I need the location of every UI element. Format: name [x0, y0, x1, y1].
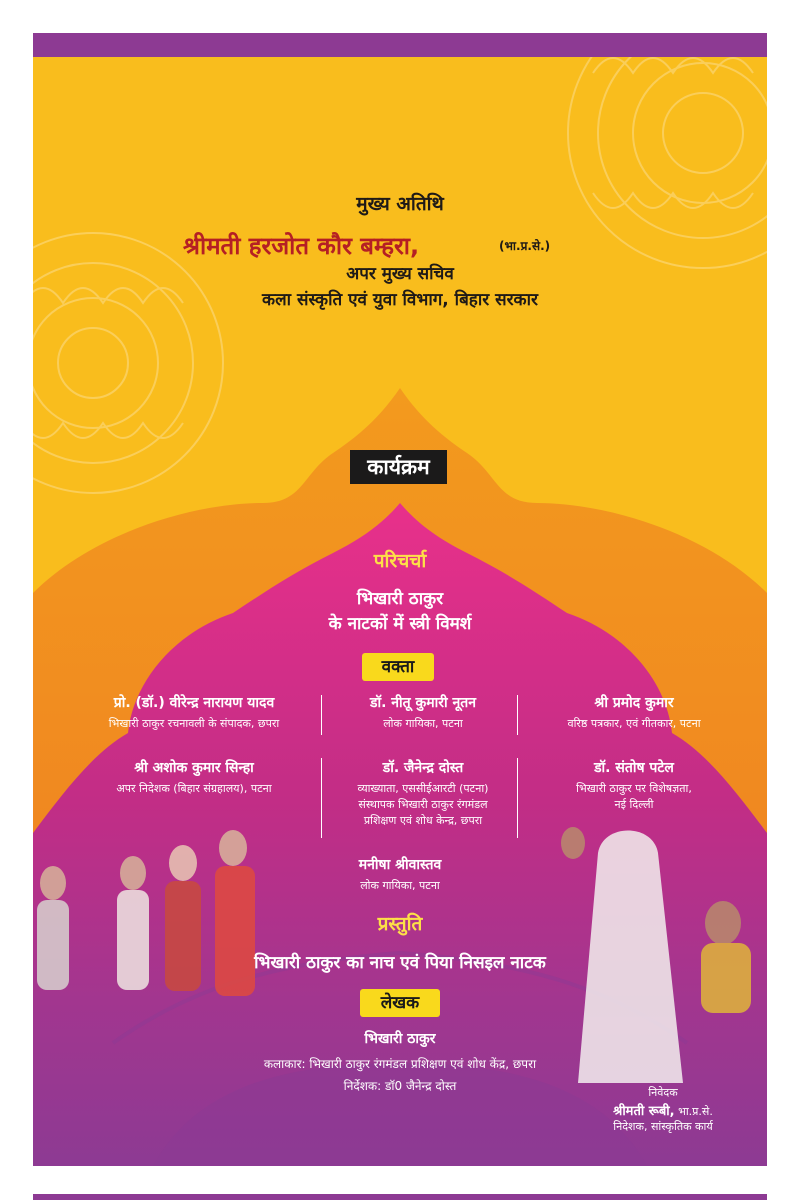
speaker-divider	[517, 758, 518, 838]
speaker-role: व्याख्याता, एससीईआरटी (पटना)	[357, 782, 489, 795]
presentation-heading: प्रस्तुति	[377, 913, 423, 935]
writer-artists: कलाकार: भिखारी ठाकुर रंगमंडल प्रशिक्षण एवं शोध केंद्र, छपरा	[263, 1057, 537, 1071]
discussion-topic-line1: भिखारी ठाकुर	[356, 589, 444, 609]
speaker-role: प्रशिक्षण एवं शोध केन्द्र, छपरा	[363, 814, 483, 827]
speaker-divider	[321, 695, 322, 735]
top-band	[33, 33, 767, 57]
speaker-card	[73, 758, 315, 797]
speaker-name: प्रो. (डॉ.) वीरेन्द्र नारायण यादव	[113, 695, 275, 711]
chief-guest-department: कला संस्कृति एवं युवा विभाग, बिहार सरकार	[262, 290, 538, 310]
program-badge: कार्यक्रम	[350, 450, 447, 484]
requester-post: निदेशक, सांस्कृतिक कार्य	[613, 1120, 713, 1133]
speaker-role: भिखारी ठाकुर पर विशेषज्ञता,	[576, 782, 692, 795]
speaker-name: डॉ. जैनेन्द्र दोस्त	[382, 760, 464, 776]
speaker-card	[529, 693, 739, 732]
presentation-title: भिखारी ठाकुर का नाच एवं पिया निसइल नाटक	[254, 953, 546, 973]
speaker-role: नई दिल्ली	[614, 798, 654, 811]
invitation-poster	[33, 33, 767, 1166]
speaker-divider	[321, 758, 322, 838]
speaker-name: डॉ. संतोष पटेल	[594, 760, 674, 776]
speaker-name: श्री प्रमोद कुमार	[594, 695, 674, 711]
speaker-card	[529, 758, 739, 813]
writer-name: भिखारी ठाकुर	[364, 1031, 436, 1047]
speakers-tag: वक्ता	[362, 653, 434, 681]
requester-label: निवेदक	[648, 1086, 678, 1099]
writer-director: निर्देशक: डॉ0 जैनेन्द्र दोस्त	[343, 1079, 457, 1093]
requester-name: श्रीमती रूबी,	[613, 1104, 675, 1119]
chief-guest-name: श्रीमती हरजोत कौर बम्हरा,	[183, 232, 420, 260]
speaker-name: श्री अशोक कुमार सिन्हा	[134, 760, 254, 776]
speaker-name: मनीषा श्रीवास्तव	[358, 857, 442, 873]
writer-tag: लेखक	[360, 989, 440, 1017]
speaker-role: संस्थापक भिखारी ठाकुर रंगमंडल	[358, 798, 488, 811]
speaker-role: भिखारी ठाकुर रचनावली के संपादक, छपरा	[108, 717, 280, 730]
chief-guest-heading: मुख्य अतिथि	[356, 193, 444, 215]
speaker-card	[325, 758, 521, 829]
chief-guest-designation: अपर मुख्य सचिव	[346, 264, 454, 284]
discussion-heading: परिचर्चा	[373, 550, 427, 572]
speaker-role: अपर निदेशक (बिहार संग्रहालय), पटना	[116, 782, 272, 795]
requester-name-line	[573, 1101, 753, 1119]
bottom-band	[33, 1194, 767, 1200]
speaker-divider	[517, 695, 518, 735]
speaker-role: लोक गायिका, पटना	[360, 879, 440, 892]
speaker-name: डॉ. नीतू कुमारी नूतन	[369, 695, 477, 711]
speaker-role: वरिष्ठ पत्रकार, एवं गीतकार, पटना	[567, 717, 701, 730]
discussion-topic-line2: के नाटकों में स्त्री विमर्श	[328, 614, 472, 634]
requester-service: भा.प्र.से.	[678, 1105, 713, 1118]
speaker-card	[300, 855, 500, 894]
speaker-card	[325, 693, 521, 732]
speaker-role: लोक गायिका, पटना	[383, 717, 463, 730]
speaker-card	[73, 693, 315, 732]
chief-guest-service: (भा.प्र.से.)	[499, 239, 551, 253]
